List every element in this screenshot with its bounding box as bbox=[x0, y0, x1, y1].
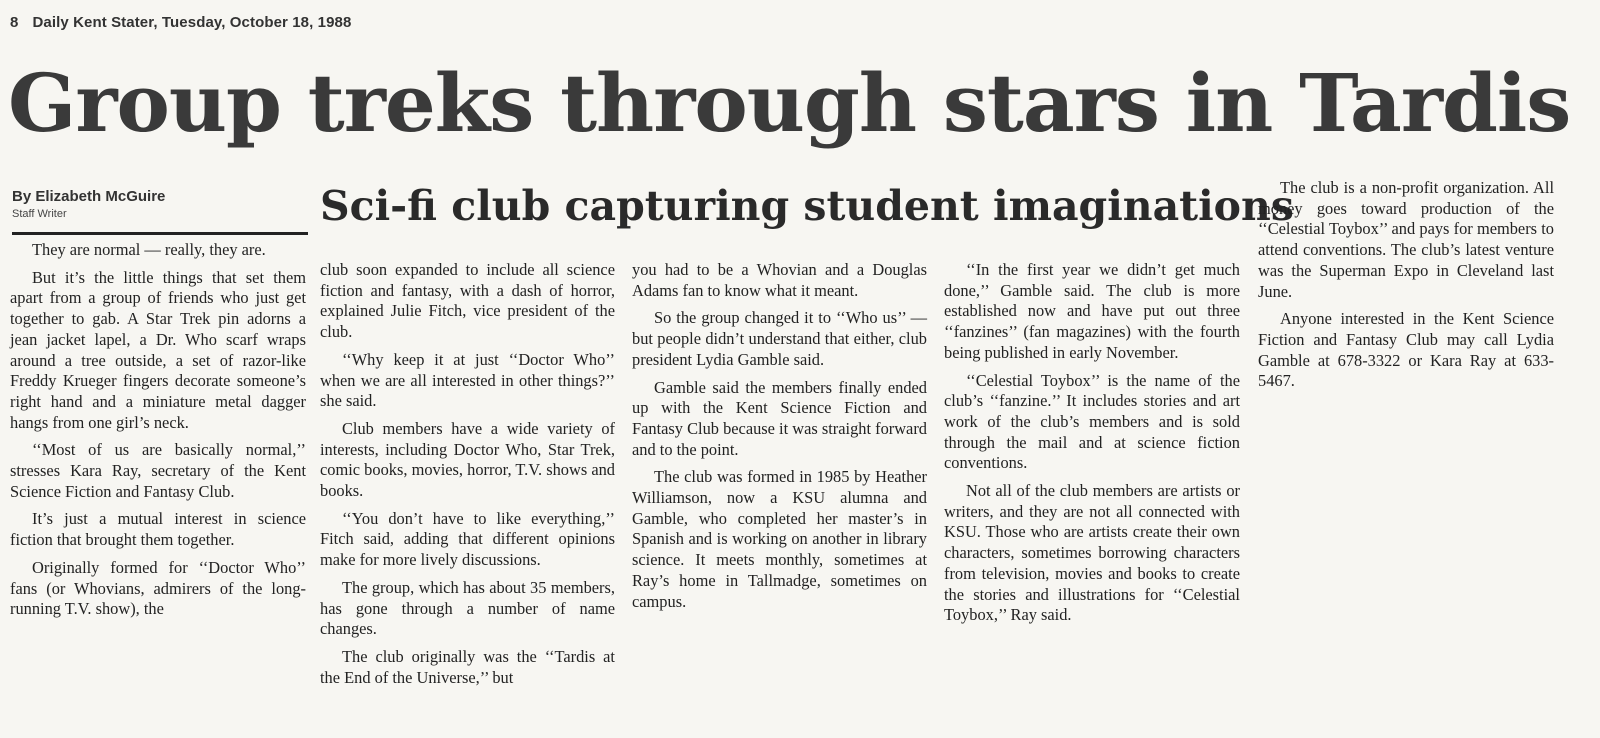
paragraph: Gamble said the members finally ended up with the Kent Science Fiction and Fantasy Club because it was straight forward and to the point. bbox=[632, 377, 927, 459]
article-column-1 bbox=[10, 240, 306, 620]
paragraph: ‘‘Most of us are basically normal,’’ stresses Kara Ray, secretary of the Kent Science Fiction and Fantasy Club. bbox=[10, 440, 306, 501]
article-column-4 bbox=[944, 260, 1240, 626]
page-number: 8 bbox=[10, 14, 19, 31]
paragraph: you had to be a Whovian and a Douglas Adams fan to know what it meant. bbox=[632, 260, 927, 300]
paragraph: Originally formed for ‘‘Doctor Who’’ fans (or Whovians, admirers of the long-running T.V. show), the bbox=[10, 557, 306, 619]
subheadline: Sci-fi club capturing student imaginations bbox=[320, 182, 1294, 230]
paragraph: club soon expanded to include all science fiction and fantasy, with a dash of horror, explained Julie Fitch, vice president of the club. bbox=[320, 260, 615, 342]
paragraph: Anyone interested in the Kent Science Fiction and Fantasy Club may call Lydia Gamble at 678-3322 or Kara Ray at 633-5467. bbox=[1258, 309, 1554, 391]
paragraph: ‘‘Why keep it at just ‘‘Doctor Who’’ when we are all interested in other things?’’ she said. bbox=[320, 349, 615, 411]
paragraph: But it’s the little things that set them apart from a group of friends who just get together to gab. A Star Trek pin adorns a jean jacket lapel, a Dr. Who scarf wraps around a tree outside, a set of razor-like Freddy Krueger fingers decorate someone’s right hand and a miniature metal dagger hangs from one girl’s neck. bbox=[10, 267, 306, 432]
paragraph: ‘‘Celestial Toybox’’ is the name of the club’s ‘‘fanzine.’’ It includes stories and art work of the club’s members and is sold through the mail and at science fiction conventions. bbox=[944, 370, 1240, 473]
paragraph: Not all of the club members are artists or writers, and they are not all connected with KSU. Those who are artists create their own characters, sometimes borrowing characters from television, movies and books to create the stories and illustrations for ‘‘Celestial Toybox,’’ Ray said. bbox=[944, 481, 1240, 625]
paragraph: It’s just a mutual interest in science fiction that brought them together. bbox=[10, 509, 306, 550]
paragraph: So the group changed it to ‘‘Who us’’ — but people didn’t understand that either, club president Lydia Gamble said. bbox=[632, 308, 927, 369]
paragraph: The club is a non-profit organization. All money goes toward production of the ‘‘Celestial Toybox’’ and pays for members to attend conventions. The club’s latest venture was the Superman Expo in Cleveland last June. bbox=[1258, 178, 1554, 301]
paragraph: They are normal — really, they are. bbox=[32, 240, 266, 259]
article-column-2 bbox=[320, 260, 615, 688]
paragraph: The group, which has about 35 members, has gone through a number of name changes. bbox=[320, 577, 615, 639]
article-column-3 bbox=[632, 260, 927, 612]
paragraph: The club originally was the ‘‘Tardis at the End of the Universe,’’ but bbox=[320, 646, 615, 687]
byline-role: Staff Writer bbox=[12, 208, 67, 220]
byline-author: By Elizabeth McGuire bbox=[12, 188, 166, 205]
article-column-5 bbox=[1258, 178, 1554, 392]
paragraph: ‘‘You don’t have to like everything,’’ Fitch said, adding that different opinions make for more lively discussions. bbox=[320, 508, 615, 570]
byline-rule bbox=[12, 232, 308, 235]
paragraph: ‘‘In the first year we didn’t get much done,’’ Gamble said. The club is more established now and have put out three ‘‘fanzines’’ (fan magazines) with the fourth being published in early November. bbox=[944, 260, 1240, 362]
headline: Group treks through stars in Tardis bbox=[8, 56, 1571, 150]
paragraph: Club members have a wide variety of interests, including Doctor Who, Star Trek, comic books, movies, horror, T.V. shows and books. bbox=[320, 418, 615, 501]
paragraph: The club was formed in 1985 by Heather Williamson, now a KSU alumna and Gamble, who completed her master’s in Spanish and is working on another in library science. It meets monthly, sometimes at Ray’s home in Tallmadge, sometimes on campus. bbox=[632, 467, 927, 611]
byline bbox=[12, 188, 165, 220]
page-header bbox=[10, 14, 351, 31]
masthead-dateline: Daily Kent Stater, Tuesday, October 18, 1988 bbox=[32, 14, 352, 31]
